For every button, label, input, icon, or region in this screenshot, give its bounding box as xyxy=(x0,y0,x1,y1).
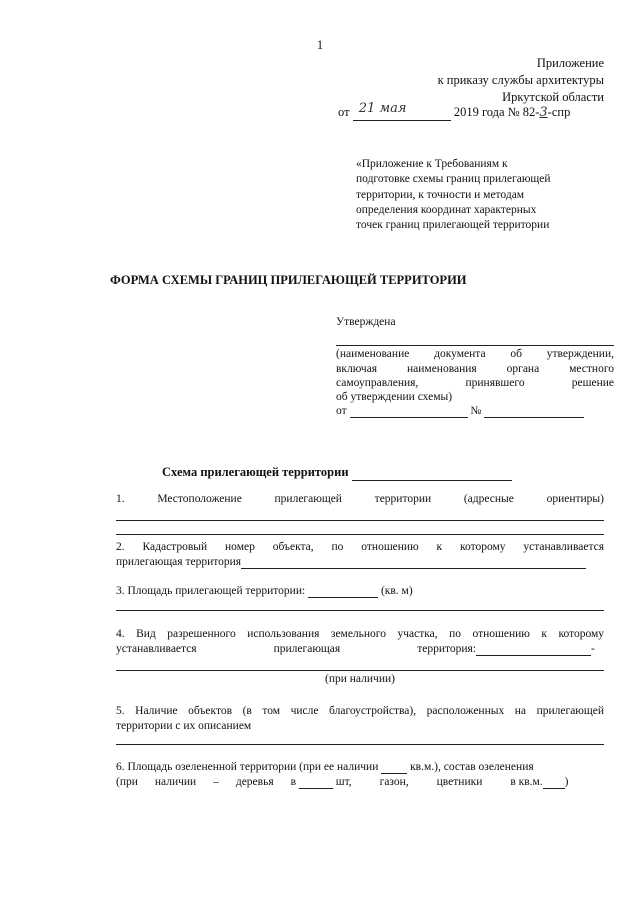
appendix-label: Приложение xyxy=(536,56,604,70)
quote-line-3: территории, к точности и методам xyxy=(356,188,525,201)
item-1-line-1 xyxy=(116,520,604,521)
item-3-blank xyxy=(308,585,378,598)
scheme-title-line xyxy=(162,465,512,481)
item-4-underline xyxy=(116,670,604,671)
quote-line-4: определения координат характерных xyxy=(356,203,537,216)
item-1-line-2 xyxy=(116,534,604,535)
page-number: 1 xyxy=(316,38,324,52)
approval-date-blank xyxy=(350,405,468,418)
item-6-green-area-2: кв.м.), состав озеленения xyxy=(410,761,534,773)
item-6-trees-blank xyxy=(299,776,333,789)
scheme-title-blank xyxy=(352,465,512,481)
item-5-objects: 5. Наличие объектов (в том числе благоустройства), расположенных на прилегающей xyxy=(116,705,604,717)
approval-doc-line xyxy=(336,345,614,346)
order-number-handwritten: 3 xyxy=(539,105,548,120)
item-6-green-area: 6. Площадь озелененной территории (при ее наличии xyxy=(116,761,379,773)
item-4-blank xyxy=(476,643,591,656)
approval-desc-1: (наименование документа об утверждении, xyxy=(336,348,614,360)
item-3-unit: (кв. м) xyxy=(380,585,413,597)
item-6-line-1 xyxy=(116,761,604,774)
item-2-blank xyxy=(241,556,586,569)
item-4-line xyxy=(116,643,604,656)
order-date-blank xyxy=(353,101,451,121)
approved-label: Утверждена xyxy=(336,316,396,328)
item-4-continuation: устанавливается прилегающая территория: xyxy=(116,643,476,655)
item-2-continuation: прилегающая территория xyxy=(116,556,242,568)
item-2-cadastral: 2. Кадастровый номер объекта, по отношению к которому устанавливается xyxy=(116,541,604,553)
approval-from-label: от xyxy=(336,405,347,417)
approval-description xyxy=(336,347,614,391)
approval-date-number-line xyxy=(336,405,584,418)
order-suffix: -спр xyxy=(547,105,571,119)
region-name: Иркутской области xyxy=(502,90,604,104)
item-3-area: 3. Площадь прилегающей территории: xyxy=(116,585,306,597)
order-title: к приказу службы архитектуры xyxy=(437,73,604,87)
scheme-title: Схема прилегающей территории xyxy=(162,465,349,479)
approval-desc-3: самоуправления, принявшего решение xyxy=(336,377,614,390)
appendix-quote xyxy=(356,157,606,233)
order-year: 2019 года № 82- xyxy=(453,105,540,119)
item-6-lawn: шт, газон, цветники в xyxy=(335,776,516,788)
approval-desc-4: об утверждении схемы) xyxy=(336,391,453,403)
item-5-continuation: территории с их описанием xyxy=(116,720,252,732)
quote-line-2: подготовке схемы границ прилегающей xyxy=(356,173,551,186)
item-6-line-2 xyxy=(116,776,604,789)
approval-desc-2: включая наименования органа местного xyxy=(336,362,614,375)
item-6-flowers-blank xyxy=(543,776,565,789)
item-1-location: 1. Местоположение прилегающей территории (адресные ориентиры) xyxy=(116,493,604,505)
item-3-line xyxy=(116,585,413,598)
item-6-unit: кв.м. xyxy=(518,776,543,788)
item-5-underline xyxy=(116,744,604,745)
item-6-area-blank xyxy=(381,761,407,774)
order-from-label: от xyxy=(338,105,350,119)
quote-line-5: точек границ прилегающей территории xyxy=(356,219,550,232)
approval-number-blank xyxy=(484,405,584,418)
item-6-trees: (при наличии – деревья в xyxy=(116,776,296,788)
quote-line-1: «Приложение к Требованиям к xyxy=(356,158,508,170)
item-4-dash: - xyxy=(591,643,595,655)
item-2-line xyxy=(116,556,586,569)
item-4-usage: 4. Вид разрешенного использования земельного участка, по отношению к которому xyxy=(116,628,604,640)
approval-number-label: № xyxy=(470,405,482,417)
item-4-if-any: (при наличии) xyxy=(325,673,395,685)
item-6-close: ) xyxy=(564,776,569,788)
order-date-line xyxy=(338,101,613,121)
order-date-handwritten: 21 мая xyxy=(358,101,407,116)
form-title: ФОРМА СХЕМЫ ГРАНИЦ ПРИЛЕГАЮЩЕЙ ТЕРРИТОРИИ xyxy=(110,273,467,287)
item-3-underline xyxy=(116,610,604,611)
